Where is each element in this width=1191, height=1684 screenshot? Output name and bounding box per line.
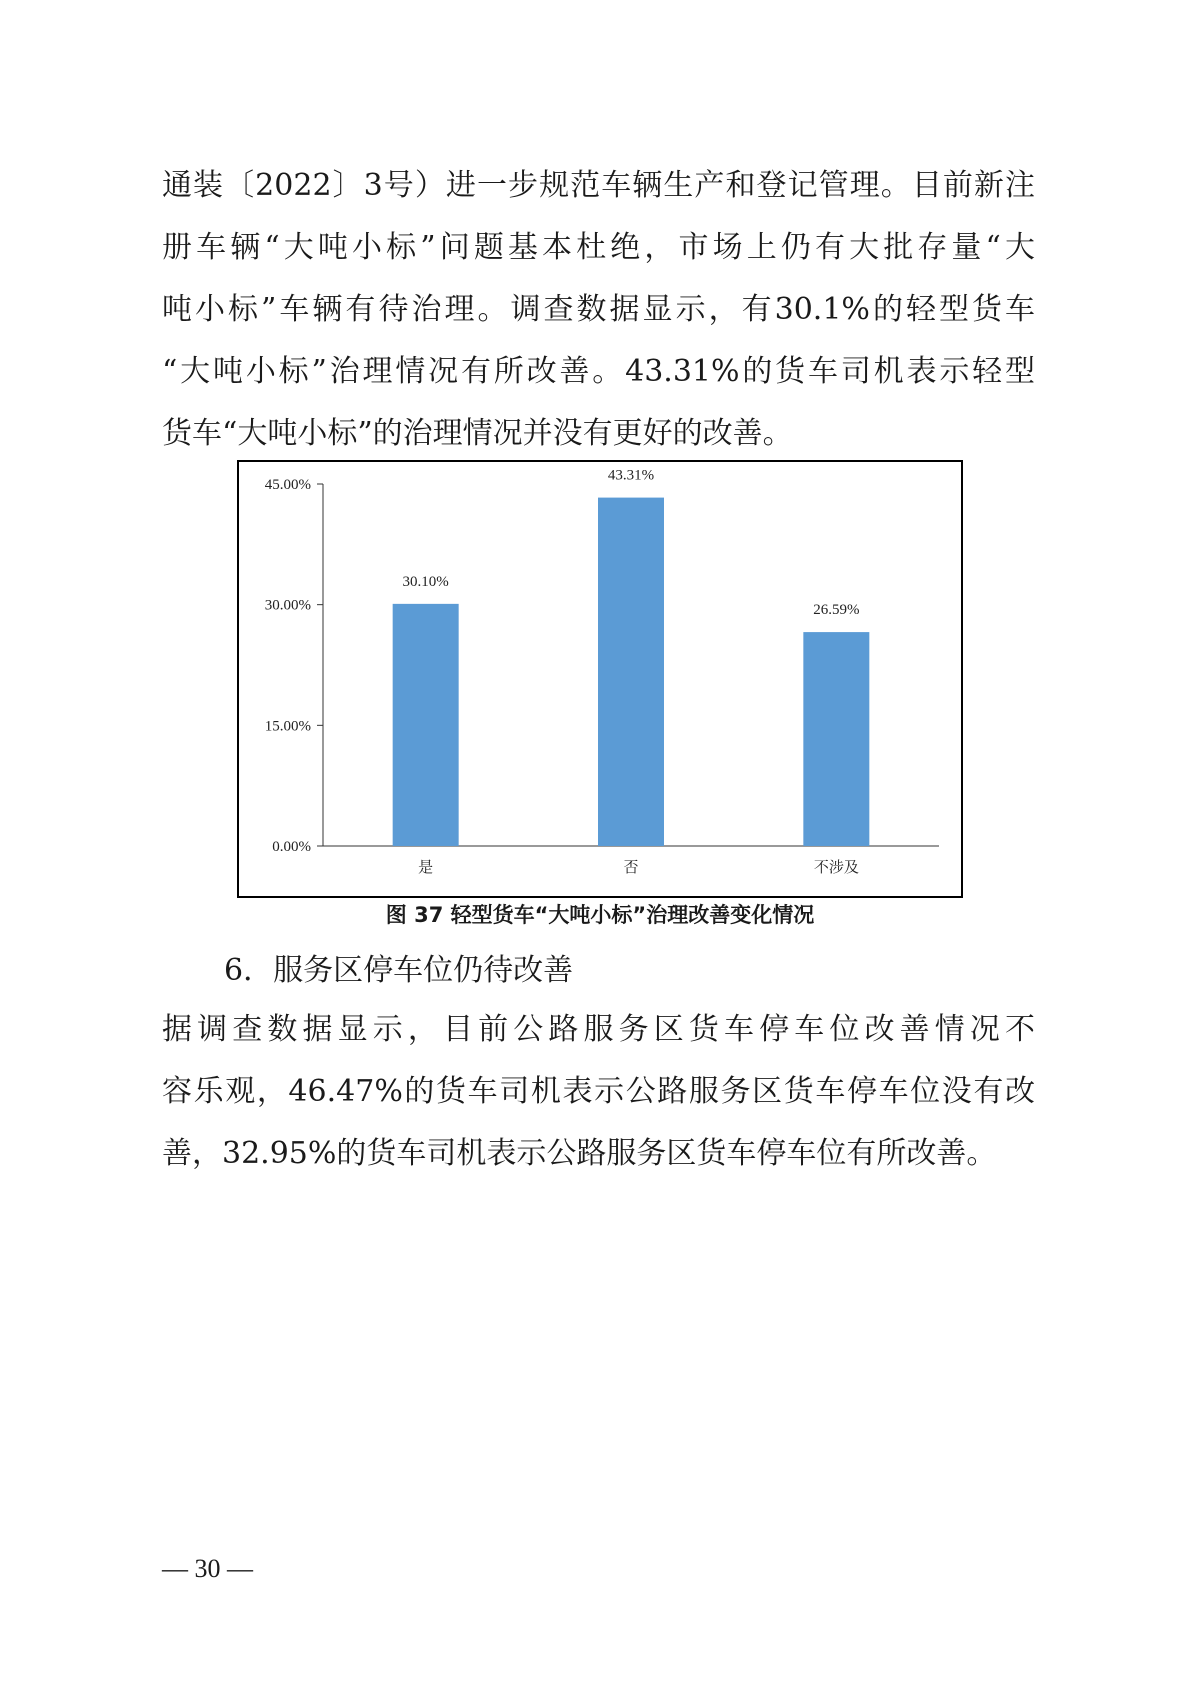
data-label: 30.10%: [402, 573, 449, 590]
data-label: 43.31%: [607, 467, 655, 484]
data-label: 26.59%: [813, 602, 860, 619]
y-tick-label: 30.00%: [264, 597, 311, 614]
paragraph1-line-3: 吨小标”车辆有待治理。调查数据显示，有30.1%的轻型货车: [162, 292, 1035, 327]
y-tick-label: 15.00%: [264, 718, 311, 735]
paragraph1-line-5: 货车“大吨小标”的治理情况并没有更好的改善。: [162, 416, 793, 451]
y-tick-label: 0.00%: [272, 839, 311, 855]
paragraph1-line-2: 册车辆“大吨小标”问题基本杜绝，市场上仍有大批存量“大: [162, 230, 1035, 265]
figure-caption: 图 37 轻型货车“大吨小标”治理改善变化情况: [385, 903, 815, 927]
bar: [598, 498, 664, 846]
section-heading: 6．服务区停车位仍待改善: [224, 953, 574, 988]
paragraph1-line-4: “大吨小标”治理情况有所改善。43.31%的货车司机表示轻型: [162, 354, 1035, 389]
page-number: — 30 —: [162, 1554, 253, 1583]
bar: [393, 604, 459, 846]
paragraph2-line-1: 据调查数据显示，目前公路服务区货车停车位改善情况不: [162, 1012, 1035, 1047]
paragraph1-line-1: 通装〔2022〕3号）进一步规范车辆生产和登记管理。目前新注: [162, 168, 1035, 203]
x-category-label: 不涉及: [813, 858, 859, 876]
bar: [803, 632, 869, 846]
paragraph2-line-3: 善，32.95%的货车司机表示公路服务区货车停车位有所改善。: [162, 1136, 997, 1171]
x-category-label: 否: [623, 858, 639, 876]
bar-chart-svg: [239, 462, 961, 896]
bar-chart: [237, 460, 963, 898]
x-category-label: 是: [418, 858, 434, 876]
paragraph2-line-2: 容乐观，46.47%的货车司机表示公路服务区货车停车位没有改: [162, 1074, 1035, 1109]
y-tick-label: 45.00%: [264, 477, 311, 493]
